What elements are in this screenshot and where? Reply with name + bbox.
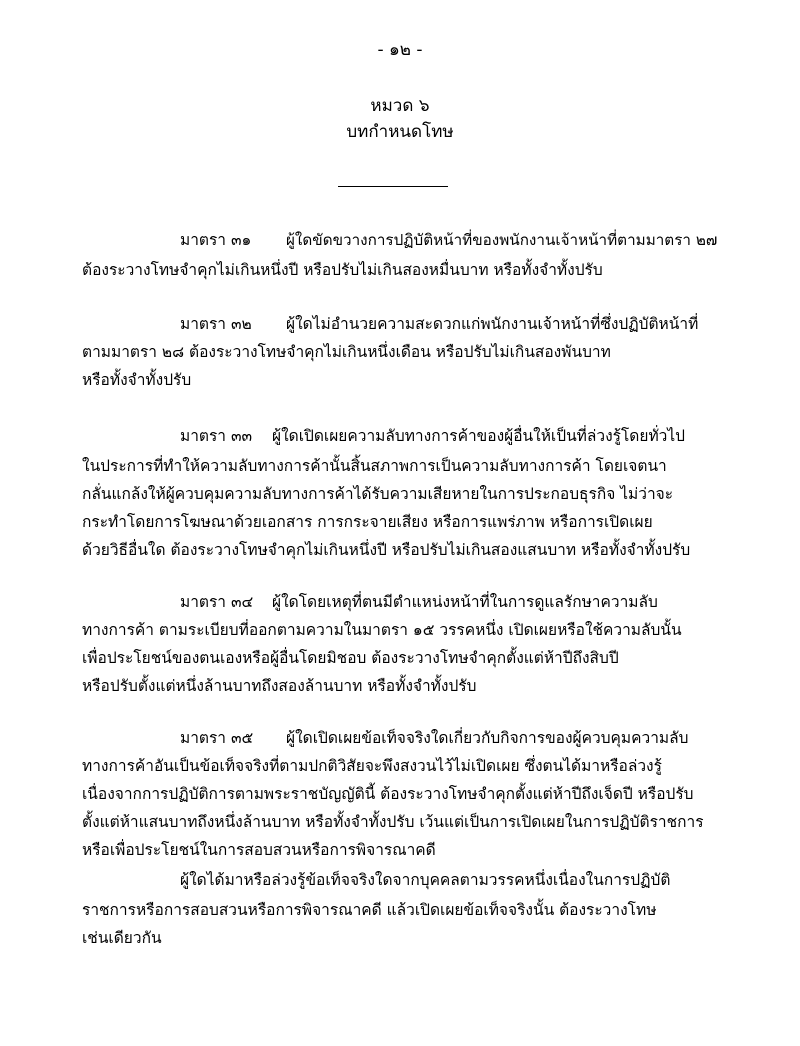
section-32-line-2: ตามมาตรา ๒๘ ต้องระวางโทษจำคุกไม่เกินหนึ่งเดือน หรือปรับไม่เกินสองพันบาท — [82, 343, 611, 361]
section-35-para2-line-1: ผู้ใดได้มาหรือล่วงรู้ข้อเท็จจริงใดจากบุคคลตามวรรคหนึ่งเนื่องในการปฏิบัติ — [180, 871, 671, 889]
section-35-line-1: ผู้ใดเปิดเผยข้อเท็จจริงใดเกี่ยวกับกิจการของผู้ควบคุมความลับ — [286, 729, 689, 747]
section-33-line-4: กระทำโดยการโฆษณาด้วยเอกสาร การกระจายเสียง หรือการแพร่ภาพ หรือการเปิดเผย — [82, 513, 653, 531]
section-31-number: มาตรา ๓๑ — [180, 231, 252, 249]
section-35-para2-line-3: เช่นเดียวกัน — [82, 929, 162, 947]
section-33-number: มาตรา ๓๓ — [180, 427, 253, 445]
section-34-line-4: หรือปรับตั้งแต่หนึ่งล้านบาทถึงสองล้านบาท หรือทั้งจำทั้งปรับ — [82, 677, 477, 695]
section-34-line-2: ทางการค้า ตามระเบียบที่ออกตามความในมาตรา ๑๕ วรรคหนึ่ง เปิดเผยหรือใช้ความลับนั้น — [82, 621, 682, 639]
section-31-line-2: ต้องระวางโทษจำคุกไม่เกินหนึ่งปี หรือปรับไม่เกินสองหมื่นบาท หรือทั้งจำทั้งปรับ — [82, 261, 603, 279]
chapter-title: บทกำหนดโทษ — [346, 122, 454, 142]
section-33-line-1: ผู้ใดเปิดเผยความลับทางการค้าของผู้อื่นให้เป็นที่ล่วงรู้โดยทั่วไป — [272, 427, 686, 445]
section-35-number: มาตรา ๓๕ — [180, 729, 254, 747]
section-35-line-5: หรือเพื่อประโยชน์ในการสอบสวนหรือการพิจารณาคดี — [82, 841, 436, 859]
section-33-line-2: ในประการที่ทำให้ความลับทางการค้านั้นสิ้นสภาพการเป็นความลับทางการค้า โดยเจตนา — [82, 457, 667, 475]
section-33-line-3: กลั่นแกล้งให้ผู้ควบคุมความลับทางการค้าได้รับความเสียหายในการประกอบธุรกิจ ไม่ว่าจะ — [82, 485, 674, 503]
section-32-line-1: ผู้ใดไม่อำนวยความสะดวกแก่พนักงานเจ้าหน้าที่ซึ่งปฏิบัติหน้าที่ — [286, 315, 699, 333]
chapter-heading: หมวด ๖ — [370, 96, 430, 116]
section-35-line-3: เนื่องจากการปฏิบัติการตามพระราชบัญญัตินี้ ต้องระวางโทษจำคุกตั้งแต่ห้าปีถึงเจ็ดปี หรือปรับ — [82, 785, 694, 803]
section-32-number: มาตรา ๓๒ — [180, 315, 252, 333]
title-underline — [338, 186, 448, 187]
section-35-line-2: ทางการค้าอันเป็นข้อเท็จจริงที่ตามปกติวิสัยจะพึงสงวนไว้ไม่เปิดเผย ซึ่งตนได้มาหรือล่วงรู้ — [82, 757, 662, 775]
section-32-line-3: หรือทั้งจำทั้งปรับ — [82, 371, 192, 389]
section-31-line-1: ผู้ใดขัดขวางการปฏิบัติหน้าที่ของพนักงานเจ้าหน้าที่ตามมาตรา ๒๗ — [286, 231, 718, 249]
section-34-number: มาตรา ๓๔ — [180, 593, 254, 611]
section-35-para2-line-2: ราชการหรือการสอบสวนหรือการพิจารณาคดี แล้วเปิดเผยข้อเท็จจริงนั้น ต้องระวางโทษ — [82, 901, 657, 919]
section-35-line-4: ตั้งแต่ห้าแสนบาทถึงหนึ่งล้านบาท หรือทั้งจำทั้งปรับ เว้นแต่เป็นการเปิดเผยในการปฏิบัติราชการ — [82, 813, 704, 831]
page-number: - ๑๒ - — [377, 40, 423, 60]
section-34-line-1: ผู้ใดโดยเหตุที่ตนมีตำแหน่งหน้าที่ในการดูแลรักษาความลับ — [272, 593, 658, 611]
section-33-line-5: ด้วยวิธีอื่นใด ต้องระวางโทษจำคุกไม่เกินหนึ่งปี หรือปรับไม่เกินสองแสนบาท หรือทั้งจำทั้งปรับ — [82, 541, 691, 559]
section-34-line-3: เพื่อประโยชน์ของตนเองหรือผู้อื่นโดยมิชอบ ต้องระวางโทษจำคุกตั้งแต่ห้าปีถึงสิบปี — [82, 649, 619, 667]
